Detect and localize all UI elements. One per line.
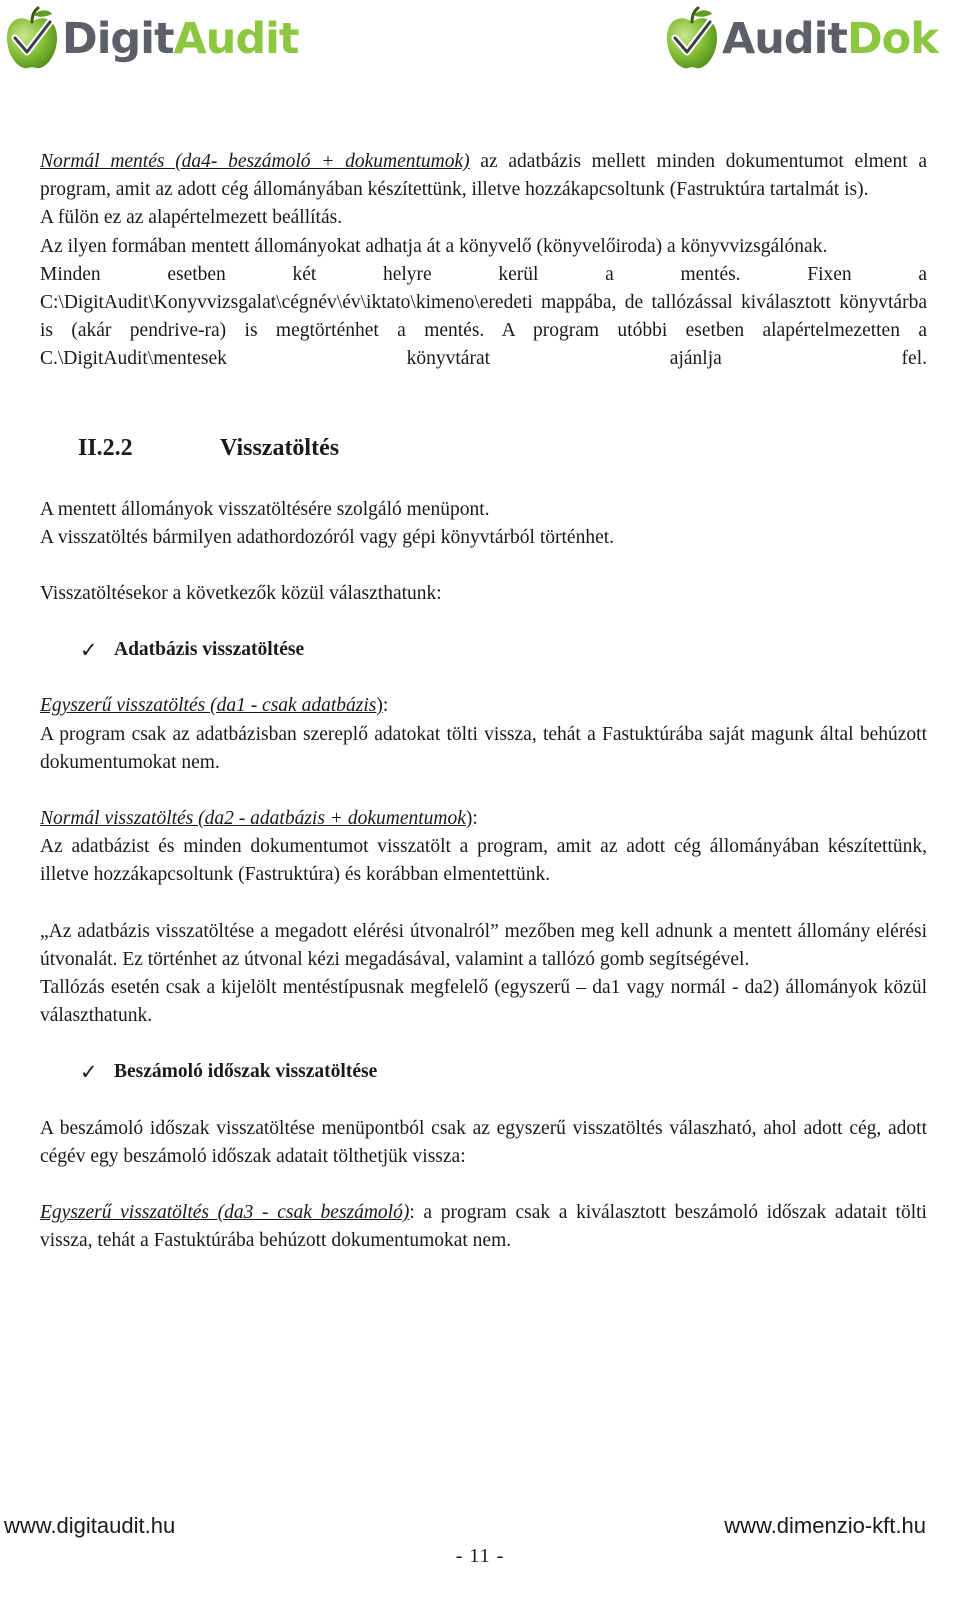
logo-wordmark: AuditDok bbox=[722, 13, 938, 64]
page-number: - 11 - bbox=[455, 1545, 505, 1567]
normal-save-paragraph: Normál mentés (da4- beszámoló + dokumentumok) az adatbázis mellett minden dokumentumot elment a program, amit az adott cég állományában készítettünk, illetve hozzákapcsoltunk (Fastruktúra tartalmát is). bbox=[40, 151, 927, 201]
normal-save-term: Normál mentés (da4- beszámoló + dokumentumok) bbox=[40, 151, 470, 172]
auditdok-logo bbox=[664, 6, 938, 72]
path-paragraph: „Az adatbázis visszatöltése a megadott elérési útvonalról” mezőben meg kell adnunk a mentett állomány elérési útvonalát. Ez történhet az útvonal kézi megadásával, valamint a tallózó gomb segítségével. bbox=[40, 920, 927, 970]
checkmark-icon: ✓ bbox=[80, 638, 98, 663]
normal-restore-title: Normál visszatöltés (da2 - adatbázis + dokumentumok): bbox=[40, 808, 478, 830]
restore-intro-2: A visszatöltés bármilyen adathordozóról vagy gépi könyvtárból történhet. bbox=[40, 526, 615, 548]
section-title: Visszatöltés bbox=[220, 434, 340, 461]
simple-restore-title: Egyszerű visszatöltés (da1 - csak adatbázis): bbox=[40, 695, 389, 717]
logo-wordmark: DigitAudit bbox=[62, 13, 299, 64]
da3-term: Egyszerű visszatöltés (da3 - csak beszámoló) bbox=[40, 1202, 410, 1224]
database-restore-item: ✓ Adatbázis visszatöltése bbox=[40, 636, 927, 664]
apple-check-logo-icon bbox=[664, 6, 720, 72]
apple-check-logo-icon bbox=[4, 6, 60, 72]
digitaudit-logo bbox=[4, 6, 298, 72]
period-paragraph: A beszámoló időszak visszatöltése menüpontból csak az egyszerű visszatöltés válaszható, ahol adott cég, adott cégév egy beszámoló időszak adatait tölthetjük vissza: bbox=[40, 1117, 927, 1167]
browse-paragraph: Tallózás esetén csak a kijelölt mentéstípusnak megfelelő (egyszerű – da1 vagy normál - da2) állományok közül választhatunk. bbox=[40, 977, 927, 1027]
footer-right-url: www.dimenzio-kft.hu bbox=[724, 1513, 926, 1538]
simple-restore-text: A program csak az adatbázisban szereplő adatokat tölti vissza, tehát a Fastuktúrába saját magunk által behúzott dokumentumokat nem. bbox=[40, 723, 927, 773]
default-setting-paragraph: A fülön ez az alapértelmezett beállítás. bbox=[40, 207, 343, 229]
section-heading bbox=[40, 430, 927, 466]
da3-paragraph: Egyszerű visszatöltés (da3 - csak beszámoló): a program csak a kiválasztott beszámoló időszak adatait tölti vissza, tehát a Fastuktúrába behúzott dokumentumokat nem. bbox=[40, 1202, 927, 1252]
period-restore-item: ✓ Beszámoló időszak visszatöltése bbox=[40, 1058, 927, 1086]
two-places-line: Minden esetben két helyre kerül a mentés. Fixen a C:\DigitAudit\Konyvvizsgalat\cégnév\év\iktato\kimeno\eredeti mappába, de tallózással kiválasztott könyvtárba is (akár pendrive-ra) is megtörténhet a mentés. A program utóbbi esetben alapértelmezetten a C.\DigitAudit\mentesek könyvtárat ajánlja fel. bbox=[40, 263, 927, 370]
normal-restore-text: Az adatbázist és minden dokumentumot visszatölt a program, amit az adott cég állományában készítettünk, illetve hozzákapcsoltunk (Fastruktúra) és korábban elmentettünk. bbox=[40, 836, 927, 886]
section-number: II.2.2 bbox=[78, 434, 133, 461]
footer-left-url: www.digitaudit.hu bbox=[4, 1513, 176, 1538]
checkmark-icon: ✓ bbox=[80, 1060, 98, 1085]
auditor-paragraph: Az ilyen formában mentett állományokat adhatja át a könyvelő (könyvelőiroda) a könyvvizsgálónak. bbox=[40, 235, 828, 257]
restore-intro-3: Visszatöltésekor a következők közül választhatunk: bbox=[40, 583, 442, 605]
document-body bbox=[40, 148, 927, 1255]
restore-intro-1: A mentett állományok visszatöltésére szolgáló menüpont. bbox=[40, 498, 490, 520]
